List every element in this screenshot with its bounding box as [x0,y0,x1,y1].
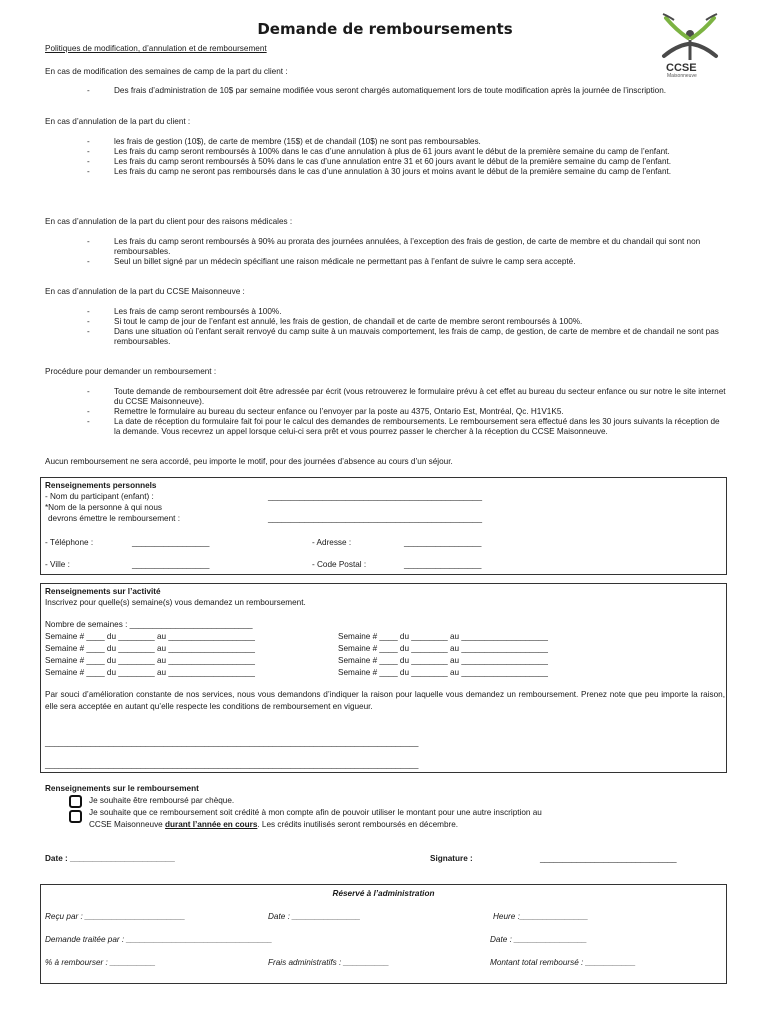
week-row[interactable]: Semaine # ____ du ________ au ___________________ [45,632,255,641]
section-heading-ccse: En cas d’annulation de la part du CCSE Maisonneuve : [45,287,245,296]
cheque-checkbox[interactable] [69,795,82,808]
section-heading-procedure: Procédure pour demander un remboursement : [45,367,217,376]
postal-field[interactable]: _________________ [404,560,482,569]
percent-refund-field[interactable]: % à rembourser : __________ [45,958,156,967]
date-field[interactable]: Date : _______________________ [45,854,175,863]
address-label: - Adresse : [312,538,352,547]
admin-date2-field[interactable]: Date : ________________ [490,935,587,944]
section-heading-modification: En cas de modification des semaines de camp de la part du client : [45,67,288,76]
recipient-label-2: devrons émettre le remboursement : [48,514,180,523]
credit-option-tail: . Les crédits inutilisés seront remboursés en décembre. [257,820,459,829]
ccse-logo [654,12,724,80]
list-item: - les frais de gestion (10$), de carte de membre (15$) et de chandail (10$) ne sont pas remboursables. [87,137,727,147]
participant-label: - Nom du participant (enfant) : [45,492,154,501]
list-item: - Dans une situation où l’enfant serait renvoyé du camp suite à un mauvais comportement, les frais de camp, de gestion, de carte de membre et de chandail ne sont pas remboursables. [87,327,727,347]
week-row[interactable]: Semaine # ____ du ________ au ___________________ [45,668,255,677]
admin-heading: Réservé à l’administration [332,889,435,898]
city-label: - Ville : [45,560,70,569]
list-item: - Remettre le formulaire au bureau du secteur enfance ou l’envoyer par la poste au 4375, Ontario Est, Montréal, Qc. H1V1K5. [87,407,727,417]
no-refund-note: Aucun remboursement ne sera accordé, peu importe le motif, pour des journées d’absence au cours d’un séjour. [45,457,453,466]
section-heading-annulation-client: En cas d’annulation de la part du client : [45,117,191,126]
week-row[interactable]: Semaine # ____ du ________ au ___________________ [338,632,548,641]
postal-label: - Code Postal : [312,560,367,569]
phone-label: - Téléphone : [45,538,94,547]
handled-by-field[interactable]: Demande traitée par : ________________________________ [45,935,273,944]
list-item: - La date de réception du formulaire fait foi pour le calcul des demandes de remboursements. Le remboursement sera effectué dans les 30 jours suivants la réception de la demande. Vous recevrez un appel lorsque celui-ci sera prêt et vous pourrez passer le chercher à la réception du CCSE Maisonneuve. [87,417,727,437]
reason-paragraph: Par souci d’amélioration constante de nos services, nous vous demandons d’indiquer la raison pour laquelle vous demandez un remboursement. Prenez note que peu importe la raison, elle sera acceptée en autant qu’elle respecte les conditions de remboursement en vigueur. [45,690,725,711]
credit-option-label: Je souhaite que ce remboursement soit crédité à mon compte afin de pouvoir utiliser le montant pour une autre inscription au [89,808,542,817]
list-item: - Seul un billet signé par un médecin spécifiant une raison médicale ne permettant pas à l’enfant de suivre le camp sera accepté. [87,257,727,267]
credit-option-emphasis: durant l’année en cours [165,820,258,829]
recipient-field[interactable]: _______________________________________________ [268,514,483,523]
list-item: - Toute demande de remboursement doit être adressée par écrit (vous retrouverez le formulaire prévu à cet effet au bureau du secteur enfance ou sur notre le site internet du CCSE Maisonneuve). [87,387,727,407]
personal-heading: Renseignements personnels [45,481,157,490]
list-item: - Les frais du camp ne seront pas remboursés dans le cas d’une annulation à 30 jours et moins avant le début de la première semaine du camp de l’enfant. [87,167,727,177]
list-procedure [87,387,727,437]
activity-intro: Inscrivez pour quelle(s) semaine(s) vous demandez un remboursement. [45,598,306,607]
page-title: Demande de remboursements [257,20,513,38]
participant-field[interactable]: _______________________________________________ [268,492,483,501]
refund-heading: Renseignements sur le remboursement [45,784,199,793]
signature-field[interactable]: ______________________________ [540,854,677,863]
logo-subname: Maisonneuve [667,73,697,79]
list-annulation-client [87,137,727,177]
section-heading-medical: En cas d’annulation de la part du client pour des raisons médicales : [45,217,293,226]
credit-option-label-2 [89,820,458,830]
credit-option-org: CCSE Maisonneuve [89,820,163,829]
policy-heading: Politiques de modification, d’annulation et de remboursement [45,44,267,53]
city-field[interactable]: _________________ [132,560,210,569]
phone-field[interactable]: _________________ [132,538,210,547]
admin-date-field[interactable]: Date : _______________ [268,912,361,921]
list-item: - Des frais d’administration de 10$ par semaine modifiée vous seront chargés automatiquement lors de toute modification après la journée de l’inscription. [87,86,727,96]
admin-hour-field[interactable]: Heure :_______________ [493,912,589,921]
week-row[interactable]: Semaine # ____ du ________ au ___________________ [338,656,548,665]
list-ccse [87,307,727,347]
list-item: - Les frais du camp seront remboursés à 90% au prorata des journées annulées, à l’exception des frais de gestion, de carte de membre et du chandail qui sont non remboursables. [87,237,727,257]
week-row[interactable]: Semaine # ____ du ________ au ___________________ [338,644,548,653]
recipient-label-1: *Nom de la personne à qui nous [45,503,162,512]
list-item: - Les frais de camp seront remboursés à 100%. [87,307,727,317]
signature-label: Signature : [430,854,473,863]
list-item: - Les frais du camp seront remboursés à 100% dans le cas d’une annulation à plus de 61 jours avant le début de la première semaine du camp de l’enfant. [87,147,727,157]
reason-answer-line[interactable]: __________________________________________________________________________________ [45,738,419,747]
received-by-field[interactable]: Reçu par : ______________________ [45,912,186,921]
list-modification [87,86,727,96]
week-row[interactable]: Semaine # ____ du ________ au ___________________ [45,656,255,665]
week-row[interactable]: Semaine # ____ du ________ au ___________________ [45,644,255,653]
weeks-count-field[interactable]: Nombre de semaines : ___________________________ [45,620,253,629]
list-item: - Si tout le camp de jour de l’enfant est annulé, les frais de gestion, de chandail et de carte de membre seront remboursés à 100%. [87,317,727,327]
activity-heading: Renseignements sur l’activité [45,587,161,596]
cheque-option-label: Je souhaite être remboursé par chèque. [89,796,235,805]
credit-checkbox[interactable] [69,810,82,823]
list-medical [87,237,727,267]
admin-box [40,884,727,984]
logo-name: CCSE [666,62,697,74]
week-row[interactable]: Semaine # ____ du ________ au ___________________ [338,668,548,677]
admin-fees-field[interactable]: Frais administratifs : __________ [268,958,390,967]
list-item: - Les frais du camp seront remboursés à 50% dans le cas d’une annulation entre 31 et 60 jours avant le début de la première semaine du camp de l’enfant. [87,157,727,167]
total-refund-field[interactable]: Montant total remboursé : ___________ [490,958,636,967]
reason-answer-line[interactable]: __________________________________________________________________________________ [45,760,419,769]
address-field[interactable]: _________________ [404,538,482,547]
